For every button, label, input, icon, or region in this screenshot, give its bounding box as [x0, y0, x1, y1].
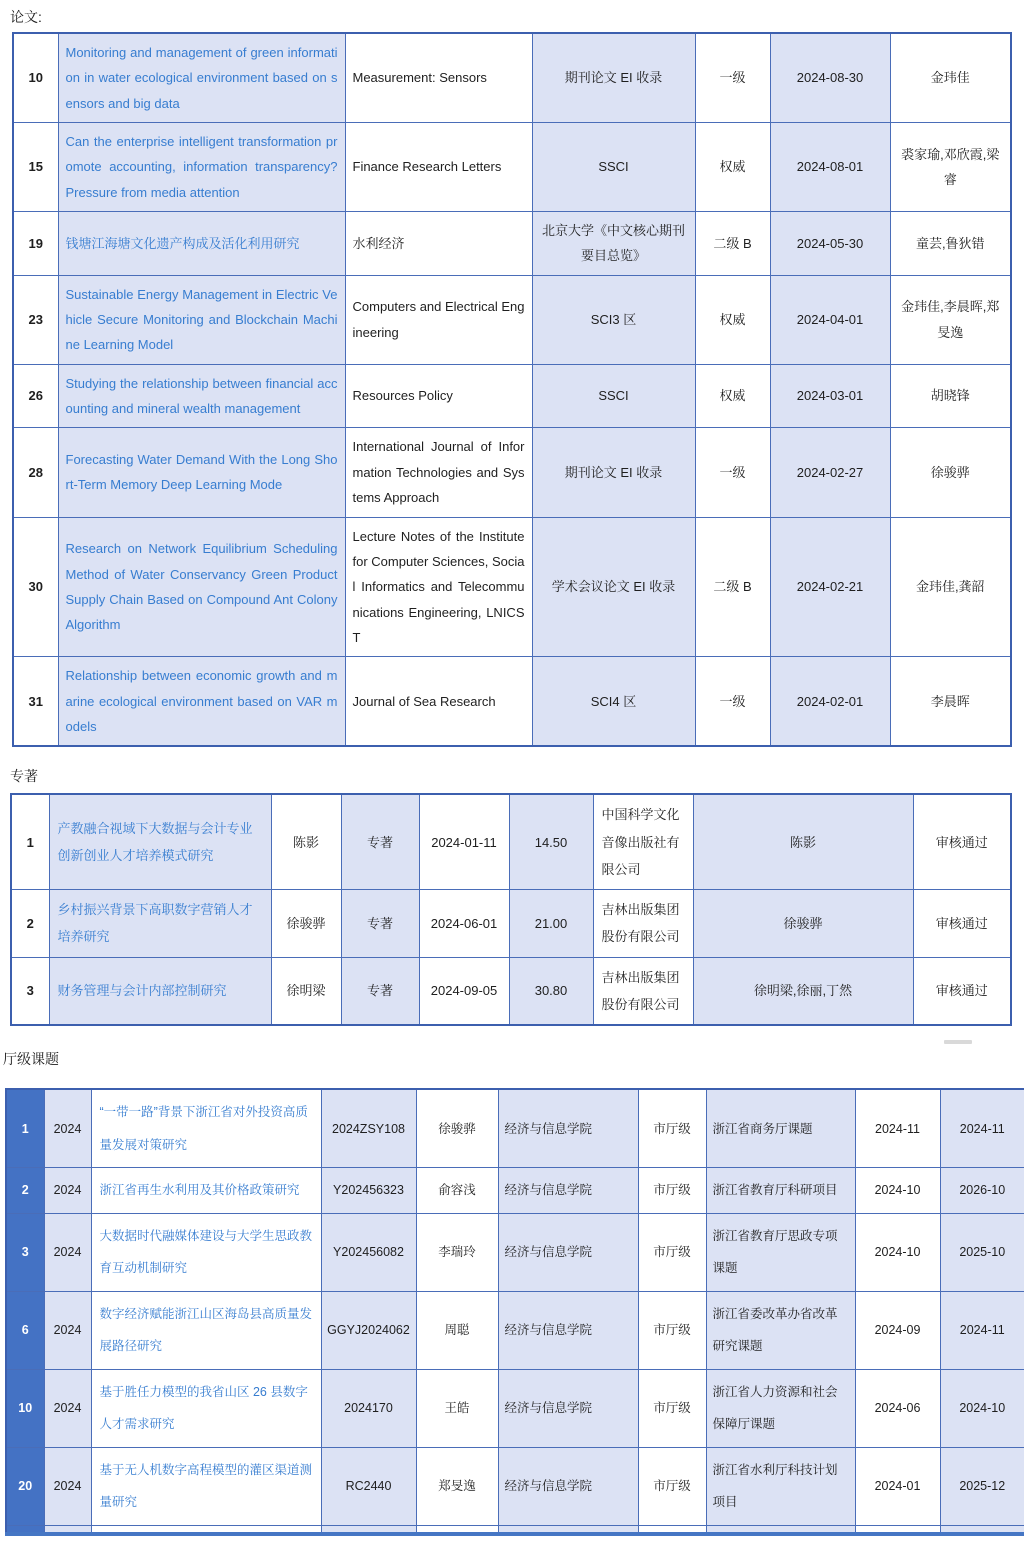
monographs-cell-price: 30.80	[509, 957, 593, 1025]
projects-cell-approval_date: 2024-09	[855, 1291, 940, 1369]
papers-cell-title[interactable]: 钱塘江海塘文化遗产构成及活化利用研究	[58, 212, 345, 276]
papers-cell-date: 2024-02-01	[770, 657, 890, 747]
projects-cell-title[interactable]: 数字经济赋能浙江山区海岛县高质量发展路径研究	[91, 1291, 321, 1369]
papers-cell-no: 30	[13, 517, 58, 657]
projects-cell-code: Y202456323	[321, 1168, 416, 1214]
papers-cell-level: 一级	[695, 33, 770, 123]
projects-cell-code: RC2440	[321, 1447, 416, 1525]
papers-row	[13, 428, 1011, 517]
papers-cell-authors: 李晨晖	[890, 657, 1011, 747]
projects-partial-row	[6, 1525, 1024, 1534]
papers-cell-authors: 徐骏骅	[890, 428, 1011, 517]
projects-cell-year: 2024	[44, 1213, 91, 1291]
projects-cell-source: 浙江省人力资源和社会保障厅课题	[706, 1369, 855, 1447]
monographs-cell-title[interactable]: 产教融合视域下大数据与会计专业创新创业人才培养模式研究	[49, 794, 271, 889]
projects-cell-code: 2024ZSY108	[321, 1089, 416, 1168]
projects-cell-college: 经济与信息学院	[498, 1447, 638, 1525]
projects-cell-leader: 周聪	[416, 1291, 498, 1369]
projects-row	[6, 1369, 1024, 1447]
papers-cell-authors: 裘家瑜,邓欣霞,梁睿	[890, 123, 1011, 212]
projects-cell-title[interactable]: “一带一路”背景下浙江省对外投资高质量发展对策研究	[91, 1089, 321, 1168]
projects-cell-no: 10	[6, 1369, 44, 1447]
monographs-cell-author: 徐骏骅	[271, 890, 341, 958]
papers-cell-no: 28	[13, 428, 58, 517]
papers-cell-level: 二级 B	[695, 212, 770, 276]
papers-cell-date: 2024-02-27	[770, 428, 890, 517]
papers-cell-category: 期刊论文 EI 收录	[532, 33, 695, 123]
projects-partial-cell	[416, 1525, 498, 1534]
projects-cell-leader: 王皓	[416, 1369, 498, 1447]
projects-cell-year: 2024	[44, 1089, 91, 1168]
monographs-cell-publisher: 吉林出版集团股份有限公司	[593, 957, 693, 1025]
projects-partial-cell	[91, 1525, 321, 1534]
papers-row	[13, 275, 1011, 364]
projects-cell-college: 经济与信息学院	[498, 1369, 638, 1447]
projects-cell-code: GGYJ2024062	[321, 1291, 416, 1369]
monographs-cell-price: 21.00	[509, 890, 593, 958]
projects-cell-year: 2024	[44, 1447, 91, 1525]
projects-cell-source: 浙江省教育厅科研项目	[706, 1168, 855, 1214]
projects-cell-end_date: 2025-12	[940, 1447, 1024, 1525]
projects-cell-level: 市厅级	[638, 1291, 706, 1369]
projects-partial-cell	[321, 1525, 416, 1534]
projects-cell-leader: 俞容浅	[416, 1168, 498, 1214]
papers-cell-category: SCI3 区	[532, 275, 695, 364]
projects-row	[6, 1291, 1024, 1369]
papers-cell-category: 北京大学《中文核心期刊要目总览》	[532, 212, 695, 276]
papers-cell-level: 权威	[695, 123, 770, 212]
projects-partial-cell	[498, 1525, 638, 1534]
projects-cell-code: 2024170	[321, 1369, 416, 1447]
monographs-cell-type: 专著	[341, 794, 419, 889]
projects-cell-no: 1	[6, 1089, 44, 1168]
projects-cell-source: 浙江省教育厅思政专项课题	[706, 1213, 855, 1291]
monographs-cell-type: 专著	[341, 957, 419, 1025]
papers-cell-category: 学术会议论文 EI 收录	[532, 517, 695, 657]
projects-row	[6, 1447, 1024, 1525]
monographs-row	[11, 957, 1011, 1025]
papers-cell-journal: Measurement: Sensors	[345, 33, 532, 123]
projects-cell-no: 3	[6, 1213, 44, 1291]
papers-cell-title[interactable]: Relationship between economic growth and marine ecological environment based on VAR models	[58, 657, 345, 747]
papers-cell-title[interactable]: Forecasting Water Demand With the Long Short-Term Memory Deep Learning Mode	[58, 428, 345, 517]
papers-cell-no: 10	[13, 33, 58, 123]
papers-cell-authors: 金玮佳	[890, 33, 1011, 123]
papers-cell-no: 26	[13, 364, 58, 428]
monographs-cell-authors: 陈影	[693, 794, 913, 889]
projects-cell-title[interactable]: 浙江省再生水利用及其价格政策研究	[91, 1168, 321, 1214]
papers-cell-title[interactable]: Sustainable Energy Management in Electric Vehicle Secure Monitoring and Blockchain Machine Learning Model	[58, 275, 345, 364]
papers-cell-journal: Resources Policy	[345, 364, 532, 428]
papers-cell-title[interactable]: Monitoring and management of green information in water ecological environment based on sensors and big data	[58, 33, 345, 123]
projects-cell-college: 经济与信息学院	[498, 1213, 638, 1291]
papers-cell-category: SSCI	[532, 123, 695, 212]
papers-section-label: 论文:	[10, 9, 42, 25]
papers-cell-level: 权威	[695, 364, 770, 428]
monographs-cell-publisher: 中国科学文化音像出版社有限公司	[593, 794, 693, 889]
papers-cell-journal: 水利经济	[345, 212, 532, 276]
projects-cell-leader: 徐骏骅	[416, 1089, 498, 1168]
projects-partial-cell	[6, 1525, 44, 1534]
projects-cell-source: 浙江省水利厅科技计划项目	[706, 1447, 855, 1525]
papers-cell-authors: 胡晓锋	[890, 364, 1011, 428]
projects-cell-title[interactable]: 基于无人机数字高程模型的灌区渠道测量研究	[91, 1447, 321, 1525]
papers-cell-no: 15	[13, 123, 58, 212]
papers-cell-title[interactable]: Can the enterprise intelligent transformation promote accounting, information transparency? Pressure from media attention	[58, 123, 345, 212]
papers-cell-level: 权威	[695, 275, 770, 364]
projects-cell-title[interactable]: 大数据时代融媒体建设与大学生思政教育互动机制研究	[91, 1213, 321, 1291]
projects-row	[6, 1213, 1024, 1291]
projects-row	[6, 1089, 1024, 1168]
projects-cell-leader: 郑旻逸	[416, 1447, 498, 1525]
projects-partial-cell	[855, 1525, 940, 1534]
monographs-cell-title[interactable]: 财务管理与会计内部控制研究	[49, 957, 271, 1025]
papers-cell-title[interactable]: Research on Network Equilibrium Scheduling Method of Water Conservancy Green Product Supply Chain Based on Compound Ant Colony Algorithm	[58, 517, 345, 657]
monographs-row	[11, 890, 1011, 958]
projects-cell-title[interactable]: 基于胜任力模型的我省山区 26 县数字人才需求研究	[91, 1369, 321, 1447]
papers-cell-date: 2024-04-01	[770, 275, 890, 364]
papers-cell-journal: Lecture Notes of the Institute for Computer Sciences, Social Informatics and Telecommunications Engineering, LNICST	[345, 517, 532, 657]
projects-cell-no: 2	[6, 1168, 44, 1214]
papers-cell-authors: 金玮佳,李晨晖,郑旻逸	[890, 275, 1011, 364]
monographs-cell-author: 陈影	[271, 794, 341, 889]
papers-cell-journal: Finance Research Letters	[345, 123, 532, 212]
projects-cell-college: 经济与信息学院	[498, 1089, 638, 1168]
projects-table	[5, 1088, 1024, 1536]
papers-cell-level: 一级	[695, 428, 770, 517]
monographs-row	[11, 794, 1011, 889]
monographs-cell-type: 专著	[341, 890, 419, 958]
papers-cell-authors: 金玮佳,龚韶	[890, 517, 1011, 657]
monographs-cell-status: 审核通过	[913, 957, 1011, 1025]
projects-cell-level: 市厅级	[638, 1369, 706, 1447]
projects-cell-end_date: 2024-11	[940, 1089, 1024, 1168]
papers-cell-category: SCI4 区	[532, 657, 695, 747]
monographs-cell-status: 审核通过	[913, 794, 1011, 889]
projects-cell-year: 2024	[44, 1369, 91, 1447]
monographs-table	[10, 793, 1012, 1026]
papers-cell-no: 31	[13, 657, 58, 747]
projects-partial-cell	[940, 1525, 1024, 1534]
projects-partial-cell	[44, 1525, 91, 1534]
papers-row	[13, 212, 1011, 276]
projects-cell-approval_date: 2024-01	[855, 1447, 940, 1525]
papers-row	[13, 517, 1011, 657]
papers-cell-date: 2024-08-01	[770, 123, 890, 212]
papers-table	[12, 32, 1012, 747]
projects-partial-cell	[638, 1525, 706, 1534]
papers-cell-title[interactable]: Studying the relationship between financial accounting and mineral wealth management	[58, 364, 345, 428]
projects-cell-level: 市厅级	[638, 1447, 706, 1525]
projects-partial-cell	[706, 1525, 855, 1534]
papers-cell-category: SSCI	[532, 364, 695, 428]
projects-cell-level: 市厅级	[638, 1213, 706, 1291]
projects-cell-year: 2024	[44, 1168, 91, 1214]
monographs-cell-publish_date: 2024-09-05	[419, 957, 509, 1025]
papers-cell-date: 2024-08-30	[770, 33, 890, 123]
projects-cell-level: 市厅级	[638, 1089, 706, 1168]
papers-row	[13, 33, 1011, 123]
papers-cell-authors: 童芸,鲁狄错	[890, 212, 1011, 276]
papers-cell-level: 二级 B	[695, 517, 770, 657]
projects-cell-leader: 李瑞玲	[416, 1213, 498, 1291]
projects-cell-source: 浙江省委改革办省改革研究课题	[706, 1291, 855, 1369]
projects-cell-approval_date: 2024-10	[855, 1213, 940, 1291]
papers-cell-journal: Computers and Electrical Engineering	[345, 275, 532, 364]
papers-cell-no: 23	[13, 275, 58, 364]
papers-row	[13, 123, 1011, 212]
papers-cell-date: 2024-03-01	[770, 364, 890, 428]
monographs-cell-title[interactable]: 乡村振兴背景下高职数字营销人才培养研究	[49, 890, 271, 958]
papers-cell-date: 2024-02-21	[770, 517, 890, 657]
projects-cell-level: 市厅级	[638, 1168, 706, 1214]
projects-section-label: 厅级课题	[3, 1051, 59, 1068]
monographs-cell-price: 14.50	[509, 794, 593, 889]
projects-cell-no: 6	[6, 1291, 44, 1369]
monographs-cell-authors: 徐骏骅	[693, 890, 913, 958]
papers-cell-journal: International Journal of Information Technologies and Systems Approach	[345, 428, 532, 517]
papers-row	[13, 364, 1011, 428]
projects-cell-approval_date: 2024-06	[855, 1369, 940, 1447]
papers-cell-category: 期刊论文 EI 收录	[532, 428, 695, 517]
projects-cell-college: 经济与信息学院	[498, 1168, 638, 1214]
projects-cell-approval_date: 2024-10	[855, 1168, 940, 1214]
projects-cell-college: 经济与信息学院	[498, 1291, 638, 1369]
monographs-cell-no: 1	[11, 794, 49, 889]
monographs-cell-publish_date: 2024-01-11	[419, 794, 509, 889]
projects-cell-source: 浙江省商务厅课题	[706, 1089, 855, 1168]
monographs-cell-author: 徐明梁	[271, 957, 341, 1025]
projects-cell-no: 20	[6, 1447, 44, 1525]
papers-cell-date: 2024-05-30	[770, 212, 890, 276]
projects-cell-end_date: 2024-10	[940, 1369, 1024, 1447]
projects-row	[6, 1168, 1024, 1214]
monographs-cell-status: 审核通过	[913, 890, 1011, 958]
projects-cell-end_date: 2025-10	[940, 1213, 1024, 1291]
papers-cell-level: 一级	[695, 657, 770, 747]
projects-cell-year: 2024	[44, 1291, 91, 1369]
monographs-cell-publisher: 吉林出版集团股份有限公司	[593, 890, 693, 958]
projects-cell-end_date: 2024-11	[940, 1291, 1024, 1369]
projects-cell-end_date: 2026-10	[940, 1168, 1024, 1214]
monographs-cell-publish_date: 2024-06-01	[419, 890, 509, 958]
papers-cell-journal: Journal of Sea Research	[345, 657, 532, 747]
monographs-cell-authors: 徐明梁,徐丽,丁然	[693, 957, 913, 1025]
monographs-cell-no: 2	[11, 890, 49, 958]
monographs-cell-no: 3	[11, 957, 49, 1025]
papers-row	[13, 657, 1011, 747]
monographs-section-label: 专著	[10, 768, 38, 785]
projects-cell-code: Y202456082	[321, 1213, 416, 1291]
papers-cell-no: 19	[13, 212, 58, 276]
page-divider-dash	[944, 1040, 972, 1044]
projects-cell-approval_date: 2024-11	[855, 1089, 940, 1168]
